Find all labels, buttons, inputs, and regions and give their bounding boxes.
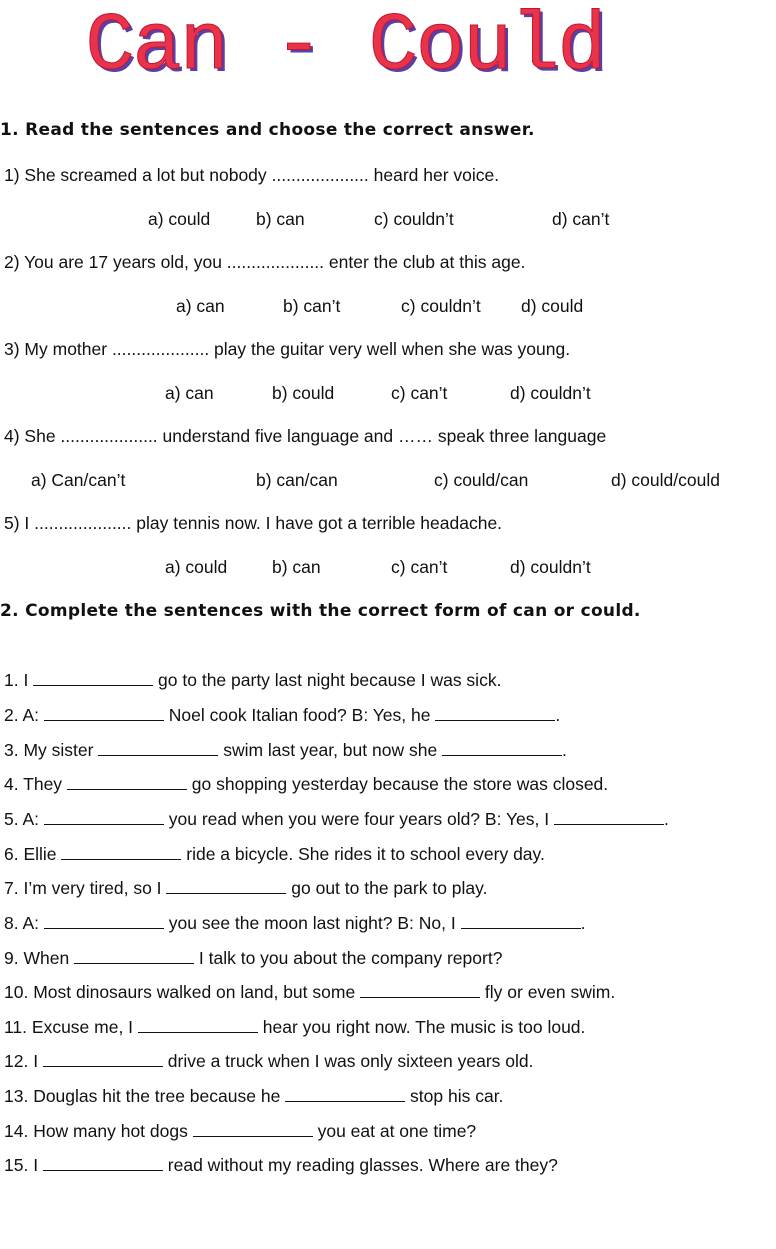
q2-option-a: a) can xyxy=(176,296,225,316)
q5-option-b: b) can xyxy=(272,557,321,577)
exercise-item-14: 14. How many hot dogs you eat at one time? xyxy=(4,1121,477,1141)
answer-blank xyxy=(43,1052,163,1067)
q3-option-d: d) couldn’t xyxy=(510,383,591,403)
exercise-item-8: 8. A: you see the moon last night? B: No, I . xyxy=(4,913,586,933)
q3-option-a: a) can xyxy=(165,383,214,403)
exercise-item-11: 11. Excuse me, I hear you right now. The music is too loud. xyxy=(4,1017,586,1037)
exercise-item-4: 4. They go shopping yesterday because the store was closed. xyxy=(4,774,609,794)
q1-option-c: c) couldn’t xyxy=(374,209,454,229)
q4-option-b: b) can/can xyxy=(256,470,338,490)
exercise-item-6: 6. Ellie ride a bicycle. She rides it to school every day. xyxy=(4,844,545,864)
answer-blank xyxy=(44,914,164,929)
exercise-item-12: 12. I drive a truck when I was only sixteen years old. xyxy=(4,1051,534,1071)
question-4: 4) She .................... understand five language and …… speak three language xyxy=(4,426,607,446)
answer-blank xyxy=(435,706,555,721)
question-5: 5) I .................... play tennis now. I have got a terrible headache. xyxy=(4,513,503,533)
q1-option-d: d) can’t xyxy=(552,209,610,229)
answer-blank xyxy=(74,949,194,964)
q3-option-c: c) can’t xyxy=(391,383,448,403)
q3-option-b: b) could xyxy=(272,383,335,403)
q5-option-c: c) can’t xyxy=(391,557,448,577)
question-2: 2) You are 17 years old, you .................... enter the club at this age. xyxy=(4,252,526,272)
exercise-item-9: 9. When I talk to you about the company report? xyxy=(4,948,503,968)
exercise-item-7: 7. I’m very tired, so I go out to the park to play. xyxy=(4,878,488,898)
answer-blank xyxy=(138,1018,258,1033)
answer-blank xyxy=(98,741,218,756)
exercise-item-15: 15. I read without my reading glasses. Where are they? xyxy=(4,1155,558,1175)
answer-blank xyxy=(44,810,164,825)
page-title: Can - Could xyxy=(85,0,605,93)
question-1: 1) She screamed a lot but nobody .................... heard her voice. xyxy=(4,165,500,185)
answer-blank xyxy=(67,775,187,790)
section-1-heading: 1. Read the sentences and choose the correct answer. xyxy=(0,120,535,140)
section-2-heading: 2. Complete the sentences with the correct form of can or could. xyxy=(0,601,641,621)
answer-blank xyxy=(44,706,164,721)
q1-option-a: a) could xyxy=(148,209,211,229)
exercise-item-13: 13. Douglas hit the tree because he stop his car. xyxy=(4,1086,504,1106)
answer-blank xyxy=(360,983,480,998)
q4-option-a: a) Can/can’t xyxy=(31,470,126,490)
answer-blank xyxy=(193,1122,313,1137)
answer-blank xyxy=(61,845,181,860)
answer-blank xyxy=(285,1087,405,1102)
q2-option-c: c) couldn’t xyxy=(401,296,481,316)
q5-option-d: d) couldn’t xyxy=(510,557,591,577)
exercise-item-1: 1. I go to the party last night because I was sick. xyxy=(4,670,502,690)
exercise-item-3: 3. My sister swim last year, but now she . xyxy=(4,740,567,760)
question-3: 3) My mother .................... play the guitar very well when she was young. xyxy=(4,339,571,359)
answer-blank xyxy=(33,671,153,686)
q2-option-b: b) can’t xyxy=(283,296,341,316)
answer-blank xyxy=(442,741,562,756)
answer-blank xyxy=(166,879,286,894)
q1-option-b: b) can xyxy=(256,209,305,229)
exercise-item-10: 10. Most dinosaurs walked on land, but some fly or even swim. xyxy=(4,982,616,1002)
answer-blank xyxy=(554,810,664,825)
q2-option-d: d) could xyxy=(521,296,584,316)
q4-option-d: d) could/could xyxy=(611,470,720,490)
q4-option-c: c) could/can xyxy=(434,470,529,490)
exercise-item-2: 2. A: Noel cook Italian food? B: Yes, he . xyxy=(4,705,561,725)
q5-option-a: a) could xyxy=(165,557,228,577)
answer-blank xyxy=(461,914,581,929)
answer-blank xyxy=(43,1156,163,1171)
exercise-item-5: 5. A: you read when you were four years old? B: Yes, I . xyxy=(4,809,669,829)
